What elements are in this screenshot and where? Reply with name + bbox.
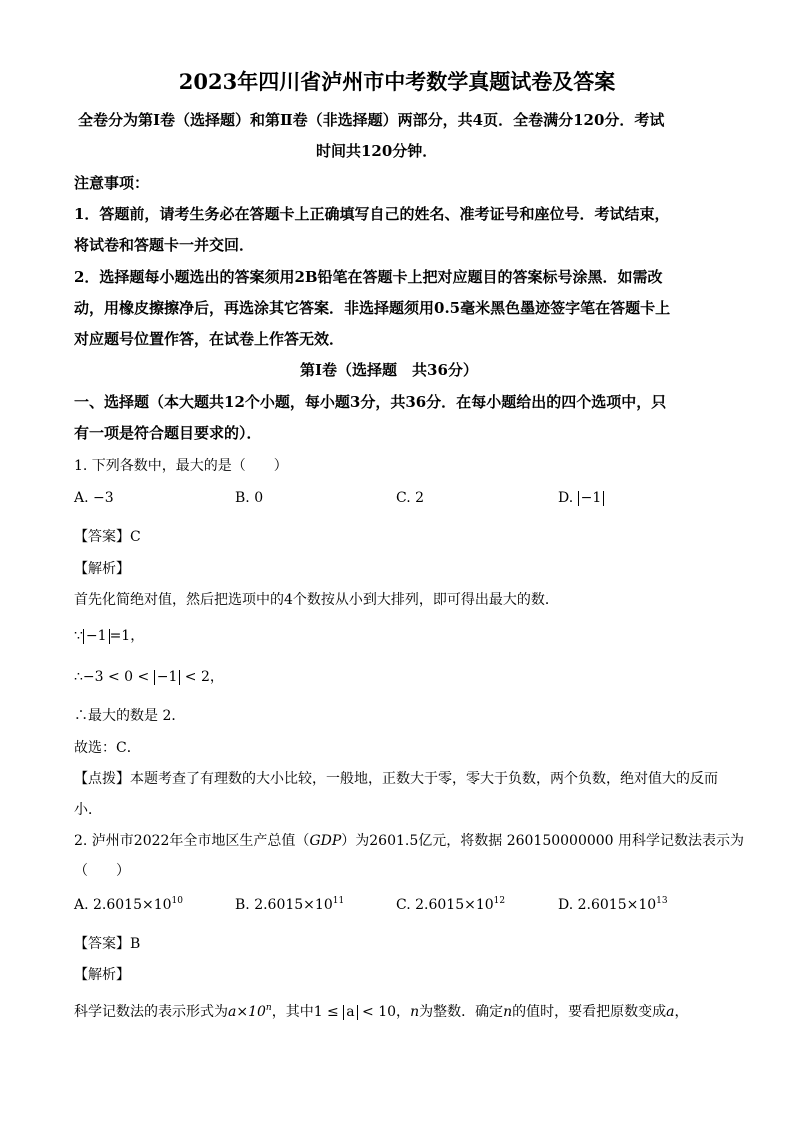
q1-explanation: 首先化简绝对值，然后把选项中的4个数按从小到大排列，即可得出最大的数． bbox=[74, 592, 559, 608]
q1-stem: 1. 下列各数中，最大的是（ ） bbox=[74, 458, 288, 474]
q2-answer: 【答案】B bbox=[74, 936, 141, 952]
q2-expl-exponent: n bbox=[265, 1003, 272, 1013]
q2-expl-part-d: 为整数．确定 bbox=[419, 1004, 504, 1020]
q2-expl-part-e: 的值时，要看把原数变成 bbox=[512, 1004, 667, 1020]
intro-line-1: 全卷分为第Ⅰ卷（选择题）和第Ⅱ卷（非选择题）两部分，共4页．全卷满分120分．考试 bbox=[78, 111, 665, 129]
q1-option-b: B. 0 bbox=[235, 490, 264, 506]
notice-item-2-line-1: 2．选择题每小题选出的答案须用2B铅笔在答题卡上把对应题目的答案标号涂黑．如需改 bbox=[74, 268, 663, 286]
intro-line-2: 时间共120分钟． bbox=[316, 142, 438, 160]
q2-option-b-base: B. 2.6015×10 bbox=[235, 897, 333, 913]
page-title: 2023年四川省泸州市中考数学真题试卷及答案 bbox=[178, 69, 616, 94]
q2-option-c-base: C. 2.6015×10 bbox=[396, 897, 494, 913]
q2-expl-a: a bbox=[666, 1004, 675, 1020]
q2-expl-part-f: ， bbox=[674, 1004, 689, 1020]
q2-option-d-exponent: 13 bbox=[656, 896, 668, 906]
q2-stem-gdp: GDP bbox=[309, 833, 342, 849]
q2-stem-line-1 bbox=[74, 830, 744, 850]
q1-answer: 【答案】C bbox=[74, 529, 141, 545]
notice-item-2-line-3: 对应题号位置作答，在试卷上作答无效． bbox=[74, 330, 345, 348]
q2-explanation bbox=[74, 1001, 688, 1021]
q2-option-b-exponent: 11 bbox=[332, 896, 345, 906]
notice-heading: 注意事项： bbox=[74, 174, 150, 192]
q2-stem-part-a: 2. 泸州市2022年全市地区生产总值（ bbox=[74, 833, 310, 849]
q1-option-a: A. −3 bbox=[74, 490, 114, 506]
q1-step-1 bbox=[74, 625, 144, 645]
q1-option-d-label: D. bbox=[558, 490, 578, 506]
q1-analysis-label: 【解析】 bbox=[74, 561, 130, 577]
q2-option-c bbox=[396, 897, 505, 913]
notice-item-2-line-2: 动，用橡皮擦擦净后，再选涂其它答案．非选择题须用0.5毫米黑色墨迹签字笔在答题卡上 bbox=[74, 299, 671, 317]
q2-option-a bbox=[74, 897, 183, 913]
q2-expl-part-c: < 10， bbox=[357, 1004, 411, 1020]
q2-expl-n-2: n bbox=[503, 1004, 513, 1020]
q2-option-a-base: A. 2.6015×10 bbox=[74, 897, 172, 913]
q1-option-c: C. 2 bbox=[396, 490, 425, 506]
q1-step-3: ∴最大的数是 2． bbox=[74, 708, 186, 724]
q2-expl-part-b: ，其中1 ≤ bbox=[271, 1004, 344, 1020]
q1-comment-line-1: 【点拨】本题考查了有理数的大小比较，一般地，正数大于零，零大于负数，两个负数，绝对值大的反而 bbox=[74, 771, 718, 787]
q2-expl-part-a: 科学记数法的表示形式为 bbox=[74, 1004, 228, 1020]
q2-expl-expression: a×10 bbox=[228, 1004, 266, 1020]
q2-stem-line-2: （ ） bbox=[74, 863, 130, 879]
notice-item-1-line-2: 将试卷和答题卡一并交回． bbox=[74, 236, 255, 254]
q1-comment-line-2: 小． bbox=[74, 802, 102, 818]
q1-step-2-left: ∴−3 < 0 < bbox=[74, 669, 154, 685]
part-instruction-line-1: 一、选择题（本大题共12个小题，每小题3分，共36分．在每小题给出的四个选项中，只 bbox=[74, 393, 667, 411]
q2-stem-part-b: ）为2601.5亿元，将数据 260150000000 用科学记数法表示为 bbox=[341, 833, 745, 849]
q2-expl-abs-a: a bbox=[343, 1005, 357, 1020]
q1-option-d bbox=[558, 490, 604, 506]
q1-step-1-abs: −1 bbox=[83, 629, 110, 644]
q1-step-2 bbox=[74, 666, 224, 686]
q1-option-d-abs-value: −1 bbox=[578, 491, 605, 506]
q2-option-a-exponent: 10 bbox=[171, 896, 183, 906]
q2-option-d-base: D. 2.6015×10 bbox=[558, 897, 657, 913]
q1-step-1-result: =1， bbox=[109, 628, 145, 644]
q1-choice: 故选：C． bbox=[74, 740, 141, 756]
part-instruction-line-2: 有一项是符合题目要求的）． bbox=[74, 424, 262, 442]
section-heading: 第Ⅰ卷（选择题 共36分） bbox=[300, 361, 478, 379]
q2-expl-n-1: n bbox=[410, 1004, 420, 1020]
q1-step-2-abs: −1 bbox=[154, 670, 181, 685]
q2-option-c-exponent: 12 bbox=[493, 896, 506, 906]
notice-item-1-line-1: 1．答题前，请考生务必在答题卡上正确填写自己的姓名、准考证号和座位号．考试结束， bbox=[74, 205, 670, 223]
q1-step-2-right: < 2， bbox=[180, 669, 224, 685]
because-symbol: ∵ bbox=[74, 628, 83, 644]
q2-option-d bbox=[558, 897, 668, 913]
q2-analysis-label: 【解析】 bbox=[74, 967, 130, 983]
q2-option-b bbox=[235, 897, 344, 913]
